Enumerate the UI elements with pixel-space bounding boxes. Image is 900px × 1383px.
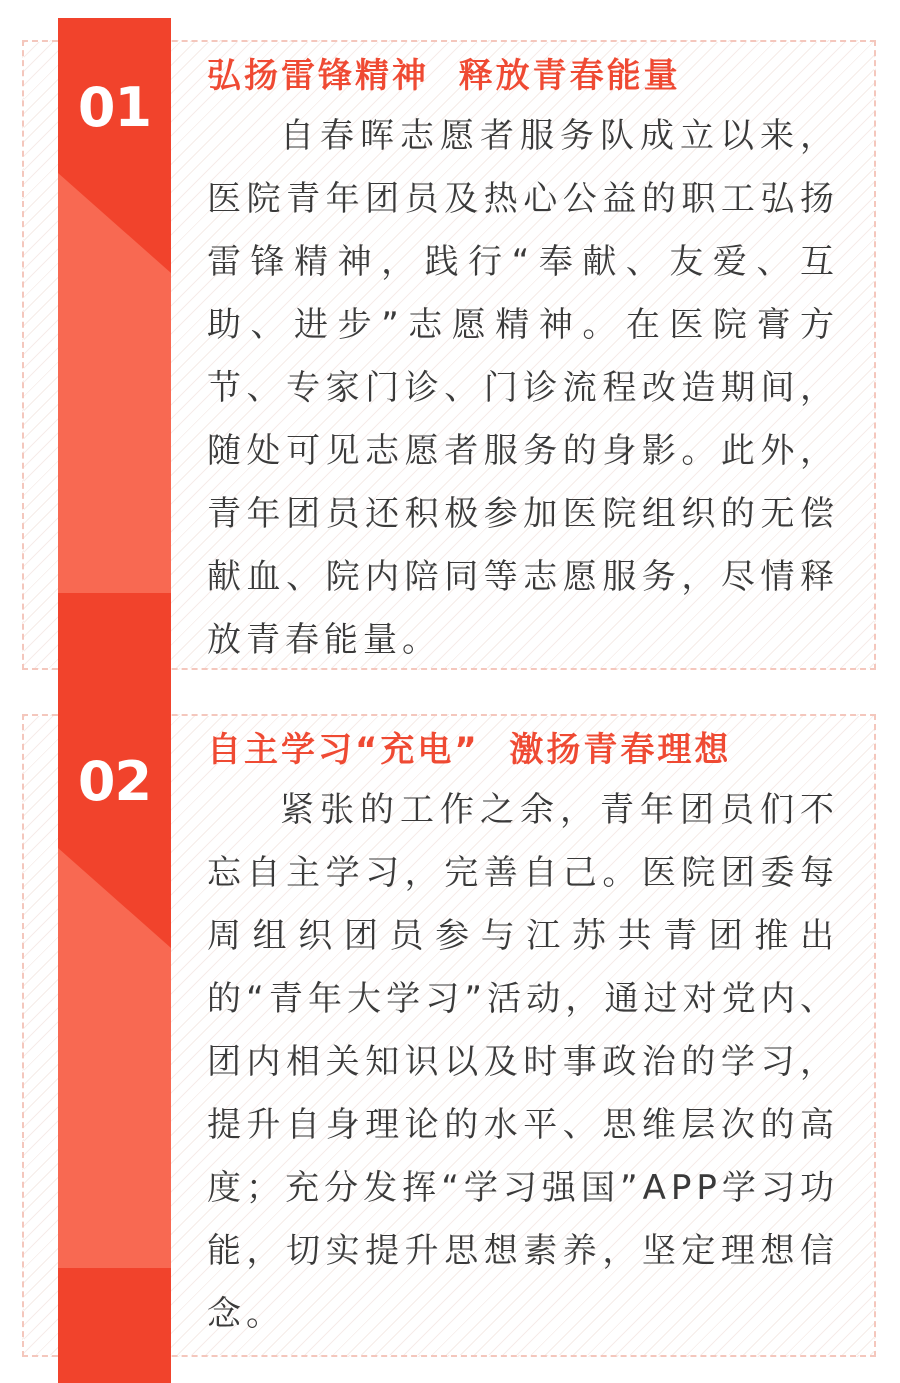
- section-title-2: 自主学习“充电” 激扬青春理想: [207, 730, 732, 770]
- section-body-2-text: 紧张的工作之余，青年团员们不忘自主学习，完善自己。医院团委每周组织团员参与江苏共青团推出的“青年大学习”活动，通过对党内、团内相关知识以及时事政治的学习，提升自身理论的水平、思维层次的高度；充分发挥“学习强国”APP学习功能，切实提升思想素养，坚定理想信念。: [207, 790, 839, 1334]
- accent-bar-shade-1: [58, 173, 171, 593]
- accent-bar: [58, 18, 171, 1383]
- section-body-2: [207, 779, 839, 1346]
- accent-bar-shade-2: [58, 848, 171, 1268]
- section-title-1: 弘扬雷锋精神 释放青春能量: [207, 56, 681, 96]
- section-number-1: 01: [77, 76, 152, 139]
- section-body-1-text: 自春晖志愿者服务队成立以来，医院青年团员及热心公益的职工弘扬雷锋精神，践行“奉献、友爱、互助、进步”志愿精神。在医院膏方节、专家门诊、门诊流程改造期间，随处可见志愿者服务的身影。此外，青年团员还积极参加医院组织的无偿献血、院内陪同等志愿服务，尽情释放青春能量。: [207, 116, 839, 660]
- section-body-1: [207, 105, 839, 672]
- section-number-2: 02: [77, 750, 152, 813]
